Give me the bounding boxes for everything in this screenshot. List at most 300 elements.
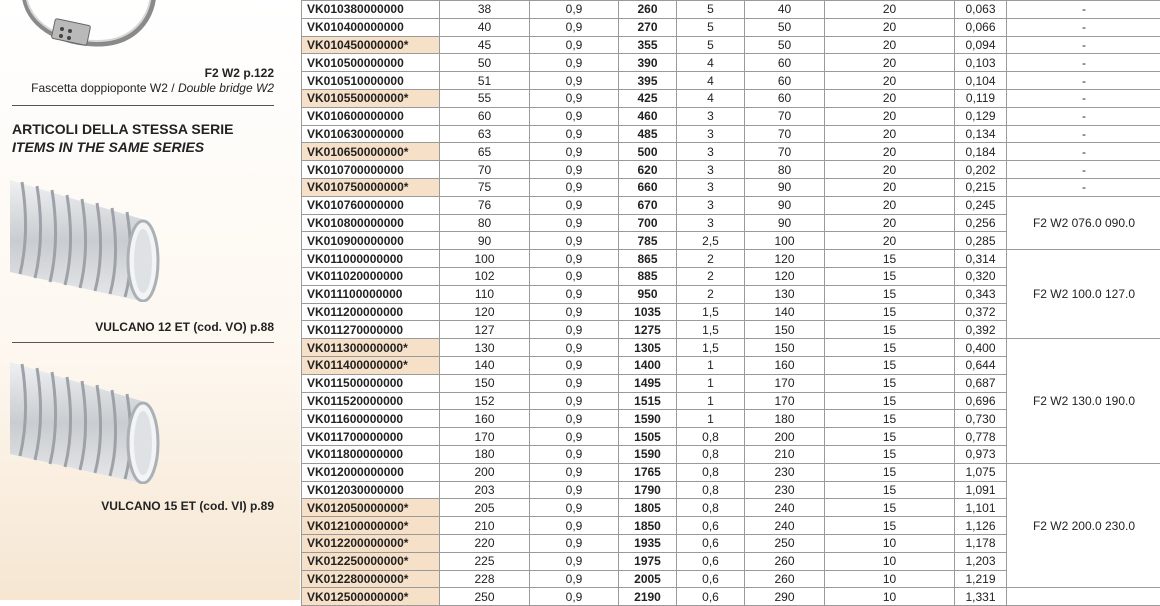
clamp-desc-en: Double bridge W2 bbox=[178, 81, 274, 95]
cell-c8: 1,178 bbox=[955, 534, 1007, 552]
cell-c8: 0,119 bbox=[955, 89, 1007, 107]
cell-c2: 51 bbox=[440, 72, 530, 90]
cell-c4: 1765 bbox=[619, 463, 677, 481]
cell-c8: 1,101 bbox=[955, 499, 1007, 517]
cell-c2: 180 bbox=[440, 445, 530, 463]
cell-c6: 90 bbox=[745, 214, 825, 232]
cell-c2: 90 bbox=[440, 232, 530, 250]
table-row bbox=[302, 89, 1160, 107]
cell-c6: 250 bbox=[745, 534, 825, 552]
cell-c7: 10 bbox=[825, 552, 955, 570]
cell-c2: 205 bbox=[440, 499, 530, 517]
cell-c8: 0,245 bbox=[955, 196, 1007, 214]
product-code: VK012500000000* bbox=[302, 588, 440, 606]
cell-c5: 2 bbox=[677, 267, 745, 285]
cell-c2: 38 bbox=[440, 1, 530, 19]
product-code: VK012100000000* bbox=[302, 517, 440, 535]
table-row bbox=[302, 339, 1160, 357]
cell-c7: 15 bbox=[825, 410, 955, 428]
cell-c2: 102 bbox=[440, 267, 530, 285]
cell-c7: 20 bbox=[825, 178, 955, 196]
cell-c6: 60 bbox=[745, 54, 825, 72]
cell-c3: 0,9 bbox=[530, 54, 619, 72]
cell-c4: 460 bbox=[619, 107, 677, 125]
cell-c5: 4 bbox=[677, 54, 745, 72]
clamp-cell: F2 W2 100.0 127.0 bbox=[1007, 250, 1160, 339]
cell-c8: 0,184 bbox=[955, 143, 1007, 161]
cell-c2: 228 bbox=[440, 570, 530, 588]
cell-c6: 230 bbox=[745, 463, 825, 481]
cell-c5: 1,5 bbox=[677, 303, 745, 321]
cell-c3: 0,9 bbox=[530, 303, 619, 321]
table-row bbox=[302, 107, 1160, 125]
cell-c8: 0,103 bbox=[955, 54, 1007, 72]
product-code: VK012030000000 bbox=[302, 481, 440, 499]
cell-c4: 1590 bbox=[619, 445, 677, 463]
cell-c4: 1495 bbox=[619, 374, 677, 392]
cell-c2: 110 bbox=[440, 285, 530, 303]
cell-c5: 3 bbox=[677, 143, 745, 161]
cell-c4: 1515 bbox=[619, 392, 677, 410]
cell-c4: 1505 bbox=[619, 428, 677, 446]
cell-c6: 130 bbox=[745, 285, 825, 303]
vulcano-15-caption[interactable]: VULCANO 15 ET (cod. VI) p.89 bbox=[101, 499, 274, 513]
cell-c7: 20 bbox=[825, 143, 955, 161]
cell-c2: 203 bbox=[440, 481, 530, 499]
cell-c3: 0,9 bbox=[530, 410, 619, 428]
product-code: VK011400000000* bbox=[302, 356, 440, 374]
table-row bbox=[302, 463, 1160, 481]
cell-c5: 0,8 bbox=[677, 499, 745, 517]
cell-c7: 15 bbox=[825, 517, 955, 535]
table-row bbox=[302, 1, 1160, 19]
cell-c5: 3 bbox=[677, 196, 745, 214]
product-code: VK012280000000* bbox=[302, 570, 440, 588]
cell-c2: 40 bbox=[440, 18, 530, 36]
cell-c7: 15 bbox=[825, 250, 955, 268]
cell-c2: 75 bbox=[440, 178, 530, 196]
cell-c5: 3 bbox=[677, 214, 745, 232]
vulcano-15-hose-image bbox=[10, 354, 160, 484]
cell-c5: 0,8 bbox=[677, 463, 745, 481]
table-row bbox=[302, 143, 1160, 161]
cell-c7: 10 bbox=[825, 534, 955, 552]
product-code: VK011800000000 bbox=[302, 445, 440, 463]
cell-c4: 1790 bbox=[619, 481, 677, 499]
section-title bbox=[12, 120, 233, 156]
product-table-body bbox=[302, 1, 1160, 606]
product-code: VK011500000000 bbox=[302, 374, 440, 392]
cell-c2: 50 bbox=[440, 54, 530, 72]
product-code: VK011020000000 bbox=[302, 267, 440, 285]
cell-c5: 1,5 bbox=[677, 339, 745, 357]
cell-c8: 0,202 bbox=[955, 161, 1007, 179]
cell-c8: 0,392 bbox=[955, 321, 1007, 339]
cell-c2: 100 bbox=[440, 250, 530, 268]
cell-c7: 15 bbox=[825, 445, 955, 463]
cell-c7: 15 bbox=[825, 463, 955, 481]
cell-c2: 220 bbox=[440, 534, 530, 552]
cell-c7: 20 bbox=[825, 125, 955, 143]
cell-c8: 0,285 bbox=[955, 232, 1007, 250]
section-title-en: ITEMS IN THE SAME SERIES bbox=[12, 138, 233, 156]
cell-c5: 5 bbox=[677, 18, 745, 36]
product-code: VK012000000000 bbox=[302, 463, 440, 481]
table-row bbox=[302, 36, 1160, 54]
cell-c7: 20 bbox=[825, 72, 955, 90]
cell-c7: 20 bbox=[825, 196, 955, 214]
product-code: VK011600000000 bbox=[302, 410, 440, 428]
cell-c7: 20 bbox=[825, 232, 955, 250]
cell-c5: 0,6 bbox=[677, 534, 745, 552]
cell-c7: 20 bbox=[825, 214, 955, 232]
cell-c3: 0,9 bbox=[530, 481, 619, 499]
cell-c8: 0,129 bbox=[955, 107, 1007, 125]
cell-c6: 120 bbox=[745, 250, 825, 268]
cell-c6: 260 bbox=[745, 552, 825, 570]
cell-c6: 230 bbox=[745, 481, 825, 499]
cell-c6: 120 bbox=[745, 267, 825, 285]
cell-c6: 240 bbox=[745, 517, 825, 535]
cell-c2: 160 bbox=[440, 410, 530, 428]
product-code: VK012200000000* bbox=[302, 534, 440, 552]
cell-c8: 0,063 bbox=[955, 1, 1007, 19]
cell-c3: 0,9 bbox=[530, 232, 619, 250]
cell-c3: 0,9 bbox=[530, 214, 619, 232]
cell-c3: 0,9 bbox=[530, 499, 619, 517]
cell-c5: 0,6 bbox=[677, 588, 745, 606]
cell-c8: 0,400 bbox=[955, 339, 1007, 357]
cell-c6: 70 bbox=[745, 125, 825, 143]
cell-c3: 0,9 bbox=[530, 107, 619, 125]
cell-c4: 620 bbox=[619, 161, 677, 179]
divider bbox=[12, 342, 274, 343]
cell-c3: 0,9 bbox=[530, 588, 619, 606]
product-code: VK010380000000 bbox=[302, 1, 440, 19]
cell-c8: 0,372 bbox=[955, 303, 1007, 321]
cell-c6: 160 bbox=[745, 356, 825, 374]
cell-c7: 20 bbox=[825, 54, 955, 72]
product-code: VK011700000000 bbox=[302, 428, 440, 446]
cell-c7: 15 bbox=[825, 303, 955, 321]
cell-c7: 15 bbox=[825, 267, 955, 285]
clamp-cell: - bbox=[1007, 18, 1160, 36]
cell-c3: 0,9 bbox=[530, 125, 619, 143]
product-table bbox=[301, 0, 1160, 606]
sidebar bbox=[0, 0, 300, 600]
product-code: VK010600000000 bbox=[302, 107, 440, 125]
product-code: VK010450000000* bbox=[302, 36, 440, 54]
cell-c3: 0,9 bbox=[530, 72, 619, 90]
cell-c7: 20 bbox=[825, 36, 955, 54]
cell-c4: 2190 bbox=[619, 588, 677, 606]
cell-c8: 0,778 bbox=[955, 428, 1007, 446]
cell-c4: 1400 bbox=[619, 356, 677, 374]
cell-c7: 15 bbox=[825, 339, 955, 357]
cell-c6: 90 bbox=[745, 178, 825, 196]
cell-c5: 5 bbox=[677, 1, 745, 19]
cell-c6: 50 bbox=[745, 18, 825, 36]
cell-c2: 225 bbox=[440, 552, 530, 570]
cell-c6: 150 bbox=[745, 321, 825, 339]
product-code: VK011100000000 bbox=[302, 285, 440, 303]
clamp-cell: - bbox=[1007, 125, 1160, 143]
cell-c7: 20 bbox=[825, 161, 955, 179]
cell-c8: 0,696 bbox=[955, 392, 1007, 410]
clamp-cell: F2 W2 200.0 230.0 bbox=[1007, 463, 1160, 588]
cell-c5: 3 bbox=[677, 178, 745, 196]
cell-c5: 3 bbox=[677, 107, 745, 125]
cell-c3: 0,9 bbox=[530, 18, 619, 36]
product-code: VK011200000000 bbox=[302, 303, 440, 321]
cell-c7: 15 bbox=[825, 374, 955, 392]
cell-c2: 80 bbox=[440, 214, 530, 232]
cell-c4: 865 bbox=[619, 250, 677, 268]
table-row bbox=[302, 18, 1160, 36]
product-code: VK010400000000 bbox=[302, 18, 440, 36]
table-row bbox=[302, 178, 1160, 196]
clamp-cell bbox=[1007, 588, 1160, 606]
clamp-cell: - bbox=[1007, 72, 1160, 90]
cell-c7: 20 bbox=[825, 1, 955, 19]
cell-c6: 40 bbox=[745, 1, 825, 19]
cell-c5: 0,6 bbox=[677, 517, 745, 535]
cell-c8: 0,730 bbox=[955, 410, 1007, 428]
cell-c8: 1,203 bbox=[955, 552, 1007, 570]
cell-c3: 0,9 bbox=[530, 534, 619, 552]
cell-c3: 0,9 bbox=[530, 339, 619, 357]
cell-c6: 100 bbox=[745, 232, 825, 250]
cell-c3: 0,9 bbox=[530, 250, 619, 268]
cell-c3: 0,9 bbox=[530, 89, 619, 107]
cell-c8: 1,126 bbox=[955, 517, 1007, 535]
cell-c4: 1275 bbox=[619, 321, 677, 339]
cell-c4: 785 bbox=[619, 232, 677, 250]
product-code: VK010550000000* bbox=[302, 89, 440, 107]
cell-c4: 485 bbox=[619, 125, 677, 143]
product-code: VK011270000000 bbox=[302, 321, 440, 339]
cell-c8: 0,343 bbox=[955, 285, 1007, 303]
cell-c5: 2 bbox=[677, 250, 745, 268]
cell-c5: 0,8 bbox=[677, 445, 745, 463]
cell-c4: 1305 bbox=[619, 339, 677, 357]
cell-c3: 0,9 bbox=[530, 392, 619, 410]
cell-c2: 140 bbox=[440, 356, 530, 374]
cell-c6: 70 bbox=[745, 143, 825, 161]
cell-c6: 140 bbox=[745, 303, 825, 321]
cell-c2: 45 bbox=[440, 36, 530, 54]
cell-c3: 0,9 bbox=[530, 1, 619, 19]
cell-c2: 65 bbox=[440, 143, 530, 161]
cell-c4: 395 bbox=[619, 72, 677, 90]
clamp-cell: - bbox=[1007, 1, 1160, 19]
vulcano-12-hose-image bbox=[10, 172, 160, 302]
cell-c2: 130 bbox=[440, 339, 530, 357]
cell-c2: 152 bbox=[440, 392, 530, 410]
cell-c3: 0,9 bbox=[530, 321, 619, 339]
cell-c4: 700 bbox=[619, 214, 677, 232]
cell-c5: 3 bbox=[677, 161, 745, 179]
cell-c2: 250 bbox=[440, 588, 530, 606]
product-code: VK012250000000* bbox=[302, 552, 440, 570]
cell-c3: 0,9 bbox=[530, 196, 619, 214]
cell-c5: 0,8 bbox=[677, 428, 745, 446]
cell-c3: 0,9 bbox=[530, 356, 619, 374]
cell-c6: 60 bbox=[745, 72, 825, 90]
cell-c6: 240 bbox=[745, 499, 825, 517]
cell-c8: 0,973 bbox=[955, 445, 1007, 463]
product-code: VK011300000000* bbox=[302, 339, 440, 357]
cell-c2: 200 bbox=[440, 463, 530, 481]
cell-c3: 0,9 bbox=[530, 36, 619, 54]
cell-c2: 76 bbox=[440, 196, 530, 214]
cell-c8: 0,644 bbox=[955, 356, 1007, 374]
cell-c7: 15 bbox=[825, 499, 955, 517]
cell-c6: 260 bbox=[745, 570, 825, 588]
cell-c5: 2,5 bbox=[677, 232, 745, 250]
cell-c6: 70 bbox=[745, 107, 825, 125]
clamp-cell: - bbox=[1007, 178, 1160, 196]
cell-c8: 0,314 bbox=[955, 250, 1007, 268]
cell-c3: 0,9 bbox=[530, 552, 619, 570]
product-code: VK010650000000* bbox=[302, 143, 440, 161]
cell-c5: 1 bbox=[677, 392, 745, 410]
cell-c3: 0,9 bbox=[530, 570, 619, 588]
divider bbox=[12, 105, 274, 106]
product-code: VK011000000000 bbox=[302, 250, 440, 268]
cell-c3: 0,9 bbox=[530, 161, 619, 179]
cell-c4: 1590 bbox=[619, 410, 677, 428]
clamp-cell: - bbox=[1007, 161, 1160, 179]
cell-c7: 20 bbox=[825, 89, 955, 107]
cell-c8: 1,075 bbox=[955, 463, 1007, 481]
cell-c7: 10 bbox=[825, 588, 955, 606]
section-title-it: ARTICOLI DELLA STESSA SERIE bbox=[12, 120, 233, 138]
cell-c8: 1,219 bbox=[955, 570, 1007, 588]
double-bridge-clamp-image bbox=[20, 0, 160, 63]
cell-c5: 1 bbox=[677, 410, 745, 428]
cell-c5: 4 bbox=[677, 89, 745, 107]
cell-c5: 4 bbox=[677, 72, 745, 90]
cell-c8: 0,320 bbox=[955, 267, 1007, 285]
cell-c5: 2 bbox=[677, 285, 745, 303]
cell-c4: 355 bbox=[619, 36, 677, 54]
cell-c6: 60 bbox=[745, 89, 825, 107]
product-code: VK011520000000 bbox=[302, 392, 440, 410]
cell-c6: 290 bbox=[745, 588, 825, 606]
table-row bbox=[302, 250, 1160, 268]
cell-c3: 0,9 bbox=[530, 517, 619, 535]
product-code: VK010500000000 bbox=[302, 54, 440, 72]
product-code: VK010510000000 bbox=[302, 72, 440, 90]
table-row bbox=[302, 196, 1160, 214]
cell-c7: 15 bbox=[825, 392, 955, 410]
cell-c6: 150 bbox=[745, 339, 825, 357]
product-code: VK010760000000 bbox=[302, 196, 440, 214]
cell-c4: 1935 bbox=[619, 534, 677, 552]
table-row bbox=[302, 125, 1160, 143]
cell-c4: 660 bbox=[619, 178, 677, 196]
cell-c5: 5 bbox=[677, 36, 745, 54]
cell-c4: 260 bbox=[619, 1, 677, 19]
cell-c8: 0,104 bbox=[955, 72, 1007, 90]
cell-c4: 1850 bbox=[619, 517, 677, 535]
cell-c4: 425 bbox=[619, 89, 677, 107]
clamp-cell: F2 W2 076.0 090.0 bbox=[1007, 196, 1160, 249]
cell-c3: 0,9 bbox=[530, 463, 619, 481]
clamp-cell: - bbox=[1007, 143, 1160, 161]
cell-c4: 670 bbox=[619, 196, 677, 214]
cell-c2: 60 bbox=[440, 107, 530, 125]
cell-c3: 0,9 bbox=[530, 445, 619, 463]
cell-c6: 180 bbox=[745, 410, 825, 428]
cell-c6: 200 bbox=[745, 428, 825, 446]
clamp-cell: F2 W2 130.0 190.0 bbox=[1007, 339, 1160, 464]
cell-c6: 170 bbox=[745, 392, 825, 410]
cell-c5: 0,6 bbox=[677, 570, 745, 588]
product-code: VK010750000000* bbox=[302, 178, 440, 196]
table-row bbox=[302, 588, 1160, 606]
cell-c5: 0,8 bbox=[677, 481, 745, 499]
cell-c3: 0,9 bbox=[530, 428, 619, 446]
cell-c3: 0,9 bbox=[530, 285, 619, 303]
cell-c7: 15 bbox=[825, 356, 955, 374]
cell-c4: 2005 bbox=[619, 570, 677, 588]
cell-c7: 15 bbox=[825, 428, 955, 446]
clamp-cell: - bbox=[1007, 36, 1160, 54]
cell-c2: 120 bbox=[440, 303, 530, 321]
cell-c2: 210 bbox=[440, 517, 530, 535]
cell-c8: 0,215 bbox=[955, 178, 1007, 196]
cell-c3: 0,9 bbox=[530, 178, 619, 196]
cell-c6: 170 bbox=[745, 374, 825, 392]
cell-c4: 1975 bbox=[619, 552, 677, 570]
clamp-ref-code: F2 W2 p.122 bbox=[31, 66, 274, 81]
cell-c5: 1,5 bbox=[677, 321, 745, 339]
product-code: VK010630000000 bbox=[302, 125, 440, 143]
cell-c2: 63 bbox=[440, 125, 530, 143]
product-code: VK010900000000 bbox=[302, 232, 440, 250]
cell-c6: 80 bbox=[745, 161, 825, 179]
cell-c2: 170 bbox=[440, 428, 530, 446]
cell-c8: 0,687 bbox=[955, 374, 1007, 392]
cell-c5: 3 bbox=[677, 125, 745, 143]
cell-c7: 15 bbox=[825, 321, 955, 339]
cell-c7: 20 bbox=[825, 107, 955, 125]
cell-c4: 390 bbox=[619, 54, 677, 72]
cell-c8: 0,094 bbox=[955, 36, 1007, 54]
cell-c3: 0,9 bbox=[530, 267, 619, 285]
cell-c5: 1 bbox=[677, 356, 745, 374]
cell-c4: 950 bbox=[619, 285, 677, 303]
product-code: VK010800000000 bbox=[302, 214, 440, 232]
cell-c7: 15 bbox=[825, 481, 955, 499]
cell-c8: 0,066 bbox=[955, 18, 1007, 36]
clamp-cell: - bbox=[1007, 89, 1160, 107]
cell-c8: 0,256 bbox=[955, 214, 1007, 232]
clamp-cell: - bbox=[1007, 107, 1160, 125]
cell-c3: 0,9 bbox=[530, 374, 619, 392]
vulcano-12-caption[interactable]: VULCANO 12 ET (cod. VO) p.88 bbox=[95, 320, 274, 334]
cell-c2: 70 bbox=[440, 161, 530, 179]
table-row bbox=[302, 72, 1160, 90]
cell-c8: 1,091 bbox=[955, 481, 1007, 499]
clamp-cell: - bbox=[1007, 54, 1160, 72]
table-row bbox=[302, 161, 1160, 179]
clamp-ref-desc bbox=[31, 81, 274, 96]
cell-c2: 127 bbox=[440, 321, 530, 339]
cell-c6: 50 bbox=[745, 36, 825, 54]
